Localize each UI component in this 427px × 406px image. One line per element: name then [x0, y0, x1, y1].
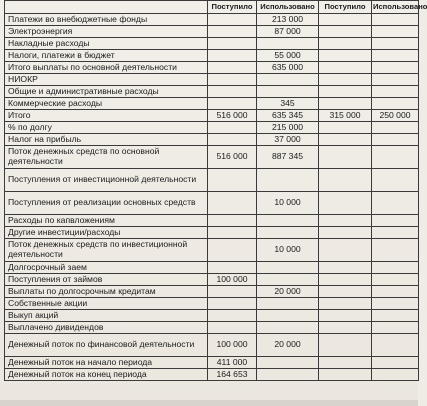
- table-row: [5, 98, 419, 110]
- table-row: [5, 298, 419, 310]
- row-label: Поток денежных средств по основной деятельности: [5, 146, 208, 169]
- cell-used-2: [372, 26, 419, 38]
- cell-used: [257, 74, 319, 86]
- cell-used-2: [372, 122, 419, 134]
- cell-received-2: [319, 38, 372, 50]
- cell-used: 345: [257, 98, 319, 110]
- cell-used-2: [372, 62, 419, 74]
- table-row: [5, 286, 419, 298]
- table-row: [5, 26, 419, 38]
- row-label: Накладные расходы: [5, 38, 208, 50]
- cell-received: [208, 14, 257, 26]
- row-label: % по долгу: [5, 122, 208, 134]
- cell-used: [257, 369, 319, 381]
- cell-received-2: [319, 215, 372, 227]
- cell-used: 10 000: [257, 192, 319, 215]
- header-used-2: Использовано: [372, 1, 419, 14]
- cell-used: [257, 357, 319, 369]
- cell-used-2: [372, 50, 419, 62]
- cell-received: [208, 98, 257, 110]
- row-label: Итого выплаты по основной деятельности: [5, 62, 208, 74]
- cell-used: [257, 310, 319, 322]
- cell-received-2: [319, 146, 372, 169]
- cell-used: 635 345: [257, 110, 319, 122]
- cell-received-2: [319, 169, 372, 192]
- cell-received-2: [319, 192, 372, 215]
- cell-used: [257, 298, 319, 310]
- cell-used: [257, 86, 319, 98]
- table-row: [5, 146, 419, 169]
- cell-received-2: [319, 98, 372, 110]
- cell-received-2: 315 000: [319, 110, 372, 122]
- row-label: Выкуп акций: [5, 310, 208, 322]
- row-label: Расходы по капвложениям: [5, 215, 208, 227]
- cell-received-2: [319, 122, 372, 134]
- cell-used: 887 345: [257, 146, 319, 169]
- table-row: [5, 262, 419, 274]
- cell-received: [208, 262, 257, 274]
- table-row: [5, 134, 419, 146]
- cell-used: [257, 169, 319, 192]
- cell-used: 20 000: [257, 334, 319, 357]
- cell-received-2: [319, 50, 372, 62]
- cell-received: [208, 122, 257, 134]
- cell-received-2: [319, 239, 372, 262]
- cell-used-2: [372, 227, 419, 239]
- table-row: [5, 74, 419, 86]
- row-label: Электроэнергия: [5, 26, 208, 38]
- cell-received: 411 000: [208, 357, 257, 369]
- row-label: Денежный поток по финансовой деятельности: [5, 334, 208, 357]
- cell-received: [208, 286, 257, 298]
- cell-received-2: [319, 86, 372, 98]
- cell-received: 100 000: [208, 274, 257, 286]
- table-row: [5, 38, 419, 50]
- table-row: [5, 110, 419, 122]
- row-label: Поступления от займов: [5, 274, 208, 286]
- table-row: [5, 14, 419, 26]
- cell-received-2: [319, 310, 372, 322]
- row-label: Денежный поток на конец периода: [5, 369, 208, 381]
- row-label: Налоги, платежи в бюджет: [5, 50, 208, 62]
- cell-received: [208, 322, 257, 334]
- cell-used: 10 000: [257, 239, 319, 262]
- cell-received-2: [319, 62, 372, 74]
- cell-received-2: [319, 369, 372, 381]
- cell-received-2: [319, 227, 372, 239]
- cell-used-2: [372, 357, 419, 369]
- cell-received: [208, 26, 257, 38]
- cell-received: 100 000: [208, 334, 257, 357]
- row-label: Коммерческие расходы: [5, 98, 208, 110]
- cell-received: [208, 169, 257, 192]
- cell-received: [208, 227, 257, 239]
- table-row: [5, 227, 419, 239]
- table-row: [5, 274, 419, 286]
- header-label-cell: [5, 1, 208, 14]
- cell-used-2: [372, 74, 419, 86]
- cell-received-2: [319, 274, 372, 286]
- row-label: Выплачено дивидендов: [5, 322, 208, 334]
- cell-used: 20 000: [257, 286, 319, 298]
- row-label: Общие и административные расходы: [5, 86, 208, 98]
- cell-used: [257, 227, 319, 239]
- table-row: [5, 334, 419, 357]
- cell-received-2: [319, 26, 372, 38]
- row-label: Поступления от инвестиционной деятельности: [5, 169, 208, 192]
- row-label: Долгосрочный заем: [5, 262, 208, 274]
- cell-received-2: [319, 322, 372, 334]
- cell-used: 55 000: [257, 50, 319, 62]
- row-label: Выплаты по долгосрочным кредитам: [5, 286, 208, 298]
- cell-used-2: [372, 146, 419, 169]
- cell-received: [208, 50, 257, 62]
- row-label: Налог на прибыль: [5, 134, 208, 146]
- cell-received: [208, 86, 257, 98]
- cell-used-2: [372, 134, 419, 146]
- cell-used-2: [372, 286, 419, 298]
- table-row: [5, 192, 419, 215]
- cell-used-2: [372, 274, 419, 286]
- table-row: [5, 86, 419, 98]
- cash-flow-table: [4, 0, 427, 381]
- header-received: Поступило: [208, 1, 257, 14]
- cell-used-2: [372, 38, 419, 50]
- table-row: [5, 322, 419, 334]
- cell-received: [208, 62, 257, 74]
- cell-received: 164 653: [208, 369, 257, 381]
- table-row: [5, 169, 419, 192]
- table-row: [5, 62, 419, 74]
- row-label: Собственные акции: [5, 298, 208, 310]
- cell-used-2: [372, 192, 419, 215]
- cell-received-2: [319, 74, 372, 86]
- table-row: [5, 239, 419, 262]
- cell-used-2: [372, 334, 419, 357]
- cell-used-2: [372, 86, 419, 98]
- cell-used: [257, 322, 319, 334]
- cell-used-2: 250 000: [372, 110, 419, 122]
- cell-received: [208, 298, 257, 310]
- cell-used: 213 000: [257, 14, 319, 26]
- row-label: Поступления от реализации основных средств: [5, 192, 208, 215]
- cell-used: [257, 274, 319, 286]
- row-label: Итого: [5, 110, 208, 122]
- cell-received-2: [319, 262, 372, 274]
- cell-used-2: [372, 369, 419, 381]
- cell-received: 516 000: [208, 110, 257, 122]
- cell-used-2: [372, 262, 419, 274]
- cell-received: [208, 74, 257, 86]
- cell-received-2: [319, 357, 372, 369]
- table-row: [5, 310, 419, 322]
- row-label: Платежи во внебюджетные фонды: [5, 14, 208, 26]
- row-label: Денежный поток на начало периода: [5, 357, 208, 369]
- cell-received: 516 000: [208, 146, 257, 169]
- row-label: НИОКР: [5, 74, 208, 86]
- page-bottom-edge: [0, 400, 418, 406]
- row-label: Поток денежных средств по инвестиционной деятельности: [5, 239, 208, 262]
- cell-used: 215 000: [257, 122, 319, 134]
- table-row: [5, 357, 419, 369]
- cell-used: 87 000: [257, 26, 319, 38]
- cell-received: [208, 38, 257, 50]
- cell-used-2: [372, 310, 419, 322]
- cell-received: [208, 239, 257, 262]
- cell-used-2: [372, 322, 419, 334]
- table-row: [5, 215, 419, 227]
- cell-used: [257, 38, 319, 50]
- cell-received-2: [319, 14, 372, 26]
- cell-received: [208, 310, 257, 322]
- cell-received-2: [319, 286, 372, 298]
- cell-used-2: [372, 14, 419, 26]
- cell-used-2: [372, 298, 419, 310]
- cell-used: [257, 215, 319, 227]
- row-label: Другие инвестиции/расходы: [5, 227, 208, 239]
- cell-used: 37 000: [257, 134, 319, 146]
- cell-used: [257, 262, 319, 274]
- cell-used-2: [372, 215, 419, 227]
- cell-received-2: [319, 334, 372, 357]
- cell-received: [208, 215, 257, 227]
- cell-used-2: [372, 98, 419, 110]
- cell-used-2: [372, 169, 419, 192]
- cell-received-2: [319, 134, 372, 146]
- cell-used-2: [372, 239, 419, 262]
- cell-used: 635 000: [257, 62, 319, 74]
- table-row: [5, 50, 419, 62]
- table-row: [5, 369, 419, 381]
- header-received-2: Поступило: [319, 1, 372, 14]
- cell-received: [208, 192, 257, 215]
- table-header-row: [5, 1, 419, 14]
- cell-received: [208, 134, 257, 146]
- cell-received-2: [319, 298, 372, 310]
- table-row: [5, 122, 419, 134]
- header-used: Использовано: [257, 1, 319, 14]
